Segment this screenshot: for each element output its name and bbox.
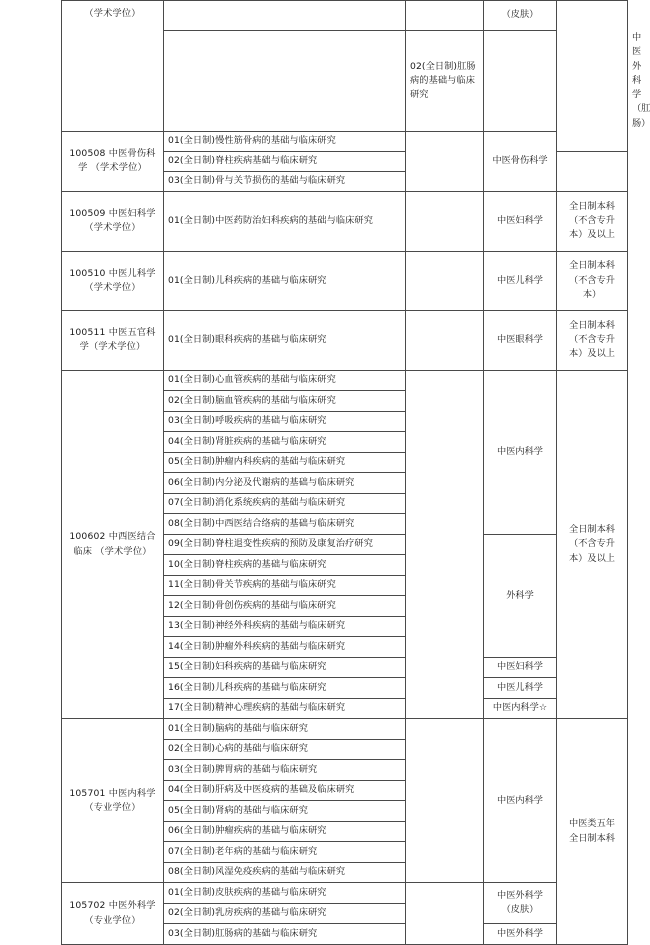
research-direction-cell	[164, 739, 406, 760]
program-name-line: （学术学位）	[84, 222, 141, 234]
research-direction-text: 05(全日制)肾病的基础与临床研究	[168, 804, 308, 816]
requirement-line: （不含专升	[569, 215, 615, 227]
admissions-table	[61, 0, 650, 945]
exam-subject-cell	[484, 31, 557, 132]
discipline-cell	[484, 657, 557, 678]
research-direction-text: 03(全日制)脾胃病的基础与临床研究	[168, 763, 318, 775]
exam-subject-cell	[406, 191, 484, 251]
requirement-cell	[557, 191, 628, 251]
discipline-line: 外科学	[506, 589, 534, 601]
research-direction-cell	[164, 251, 406, 310]
research-direction-cell	[406, 31, 484, 132]
requirement-line: 本）及以上	[569, 229, 615, 241]
research-direction-text: 02(全日制)心病的基础与临床研究	[168, 743, 308, 755]
research-direction-text: 01(全日制)慢性筋骨病的基础与临床研究	[168, 135, 336, 147]
research-direction-cell	[164, 514, 406, 535]
research-direction-cell	[164, 924, 406, 945]
requirement-line: （不含专升	[569, 334, 615, 346]
requirement-line: （不含专升	[569, 274, 615, 286]
research-direction-cell	[164, 903, 406, 924]
table-row	[62, 719, 628, 740]
research-direction-cell	[164, 657, 406, 678]
program-name-cell	[62, 191, 164, 251]
research-direction-cell	[164, 616, 406, 637]
research-direction-cell	[164, 780, 406, 801]
program-name-cell	[62, 131, 164, 191]
requirement-line: 本）	[582, 288, 602, 300]
requirement-cell	[557, 310, 628, 370]
research-direction-text: 04(全日制)肝病及中医疫病的基础及临床研究	[168, 784, 355, 796]
table-row	[62, 1, 628, 31]
table-row	[62, 131, 628, 151]
discipline-line: （皮肤）	[501, 904, 539, 916]
discipline-line: 中医内科学	[497, 794, 543, 806]
research-direction-cell	[164, 821, 406, 842]
research-direction-text: 13(全日制)神经外科疾病的基础与临床研究	[168, 620, 346, 632]
requirement-line: 中医类五年	[569, 818, 615, 830]
research-direction-cell	[164, 151, 406, 171]
program-name-cell	[62, 719, 164, 883]
research-direction-cell	[164, 555, 406, 576]
research-direction-text: 01(全日制)眼科疾病的基础与临床研究	[168, 334, 327, 346]
program-name-cell	[62, 883, 164, 945]
research-direction-text: 01(全日制)皮肤疾病的基础与临床研究	[168, 886, 327, 898]
research-direction-text: 01(全日制)儿科疾病的基础与临床研究	[168, 274, 327, 286]
research-direction-cell	[164, 637, 406, 658]
research-direction-text: 07(全日制)老年病的基础与临床研究	[168, 845, 318, 857]
research-direction-cell	[164, 131, 406, 151]
table-row	[62, 310, 628, 370]
discipline-cell	[484, 719, 557, 883]
program-name-line: 100509 中医妇科学	[69, 208, 156, 219]
discipline-cell	[484, 678, 557, 699]
research-direction-text: 17(全日制)精神心理疾病的基础与临床研究	[168, 702, 346, 714]
discipline-cell	[484, 1, 557, 31]
program-name-cell	[62, 370, 164, 719]
research-direction-text: 14(全日制)肿瘤外科疾病的基础与临床研究	[168, 640, 346, 652]
discipline-cell	[484, 251, 557, 310]
research-direction-text: 11(全日制)骨关节疾病的基础与临床研究	[168, 579, 336, 591]
research-direction-text: 04(全日制)肾脏疾病的基础与临床研究	[168, 435, 327, 447]
discipline-cell	[484, 191, 557, 251]
program-name-line: 临床 （学术学位）	[73, 545, 152, 557]
research-direction-cell	[164, 411, 406, 432]
program-name-line: （学术学位）	[84, 8, 141, 19]
research-direction-cell	[164, 801, 406, 822]
research-direction-text: 02(全日制)乳房疾病的基础与临床研究	[168, 907, 327, 919]
research-direction-text: 06(全日制)内分泌及代谢病的基础与临床研究	[168, 476, 355, 488]
exam-subject-cell	[406, 131, 484, 191]
research-direction-cell	[164, 432, 406, 453]
program-name-line: 100511 中医五官科	[69, 327, 156, 338]
research-direction-cell	[164, 842, 406, 863]
table-row	[62, 191, 628, 251]
research-direction-cell	[164, 719, 406, 740]
discipline-cell	[484, 310, 557, 370]
exam-subject-cell	[406, 310, 484, 370]
research-direction-cell	[164, 473, 406, 494]
program-name-line: （学术学位）	[84, 281, 141, 293]
program-name-line: （专业学位）	[84, 914, 141, 926]
program-name-cell	[164, 31, 406, 132]
research-direction-cell	[164, 191, 406, 251]
research-direction-cell	[164, 310, 406, 370]
requirement-line: 全日制本科	[569, 260, 615, 272]
discipline-cell	[484, 131, 557, 191]
discipline-line: 中医外科学	[497, 890, 543, 901]
table-row	[62, 370, 628, 391]
table-row	[62, 251, 628, 310]
research-direction-text: 09(全日制)脊柱退变性疾病的预防及康复治疗研究	[168, 538, 374, 550]
program-name-cell	[62, 251, 164, 310]
discipline-cell	[484, 534, 557, 657]
program-name-line: 100508 中医骨伤科	[69, 148, 156, 159]
exam-subject-cell	[406, 719, 484, 883]
research-direction-text: 03(全日制)肛肠病的基础与临床研究	[168, 927, 318, 939]
requirement-cell	[557, 1, 628, 152]
requirement-line: 全日制本科	[569, 319, 615, 331]
program-name-line: 学 （学术学位）	[78, 162, 147, 174]
exam-subject-cell	[406, 883, 484, 945]
discipline-line: 中医内科学	[497, 446, 543, 458]
requirement-cell	[557, 251, 628, 310]
research-direction-cell	[164, 534, 406, 555]
research-direction-cell	[164, 452, 406, 473]
discipline-line: 中医骨伤科学	[492, 155, 548, 167]
research-direction-text: 03(全日制)呼吸疾病的基础与临床研究	[168, 415, 327, 427]
research-direction-cell	[164, 862, 406, 883]
program-name-line: 学（学术学位）	[79, 341, 146, 353]
requirement-line: 全日制本科	[569, 524, 615, 536]
requirement-line: 全日制本科	[569, 832, 615, 844]
discipline-cell	[484, 698, 557, 719]
discipline-line: 中医内科学☆	[492, 702, 548, 714]
program-name-line: （专业学位）	[84, 801, 141, 813]
discipline-line: 中医妇科学	[497, 661, 543, 673]
program-name-line: 100602 中西医结合	[69, 531, 156, 543]
requirement-line: 全日制本科	[569, 200, 615, 212]
research-direction-text: 02(全日制)脑血管疾病的基础与临床研究	[168, 394, 336, 406]
requirement-line: （不含专升	[569, 538, 615, 550]
table-row: 02(全日制)肛肠病的基础与临床研究 中医外科学 （肛肠）	[62, 31, 628, 132]
program-name-line: 105701 中医内科学	[69, 787, 156, 799]
exam-subject-cell	[406, 251, 484, 310]
research-direction-text: 03(全日制)骨与关节损伤的基础与临床研究	[168, 175, 346, 187]
discipline-cell	[484, 883, 557, 924]
research-direction-cell	[164, 171, 406, 191]
research-direction-text: 07(全日制)消化系统疾病的基础与临床研究	[168, 497, 346, 509]
research-direction-text: 06(全日制)肿瘤疾病的基础与临床研究	[168, 825, 327, 837]
research-direction-cell	[164, 370, 406, 391]
table-row	[62, 883, 628, 904]
program-name-line: 100510 中医儿科学	[69, 267, 156, 279]
research-direction-cell	[164, 391, 406, 412]
discipline-cell	[484, 924, 557, 945]
requirement-line: 本）及以上	[569, 552, 615, 564]
discipline-line: 中医儿科学	[497, 274, 543, 286]
research-direction-text: 10(全日制)脊柱疾病的基础与临床研究	[168, 558, 327, 570]
research-direction-text: 02(全日制)脊柱疾病基础与临床研究	[168, 155, 318, 167]
research-direction-cell	[164, 1, 406, 31]
research-direction-text: 01(全日制)心血管疾病的基础与临床研究	[168, 374, 336, 386]
discipline-line: 中医妇科学	[497, 215, 543, 227]
exam-subject-cell	[406, 1, 484, 31]
research-direction-text: 08(全日制)风湿免疫疾病的基础与临床研究	[168, 866, 346, 878]
discipline-line: 中医眼科学	[497, 334, 543, 346]
requirement-cell	[557, 370, 628, 719]
discipline-line: 中医儿科学	[497, 681, 543, 693]
research-direction-cell	[164, 760, 406, 781]
discipline-line: （皮肤）	[501, 9, 539, 21]
discipline-cell	[484, 370, 557, 534]
exam-subject-cell	[406, 370, 484, 719]
discipline-line: 中医外科学	[497, 927, 543, 939]
research-direction-text: 01(全日制)脑病的基础与临床研究	[168, 722, 308, 734]
research-direction-cell	[164, 698, 406, 719]
program-name-line: 105702 中医外科学	[69, 900, 156, 912]
program-name-cell	[62, 1, 164, 132]
research-direction-text: 16(全日制)儿科疾病的基础与临床研究	[168, 681, 327, 693]
research-direction-text: 02(全日制)肛肠病的基础与临床研究	[410, 60, 476, 100]
research-direction-text: 15(全日制)妇科疾病的基础与临床研究	[168, 661, 327, 673]
research-direction-text: 12(全日制)骨创伤疾病的基础与临床研究	[168, 599, 336, 611]
table-body	[62, 1, 650, 945]
research-direction-cell	[164, 575, 406, 596]
research-direction-text: 08(全日制)中西医结合络病的基础与临床研究	[168, 517, 355, 529]
program-name-cell	[62, 310, 164, 370]
research-direction-text: 05(全日制)肿瘤内科疾病的基础与临床研究	[168, 456, 346, 468]
research-direction-cell	[164, 883, 406, 904]
research-direction-text: 01(全日制)中医药防治妇科疾病的基础与临床研究	[168, 215, 374, 227]
research-direction-cell	[164, 678, 406, 699]
requirement-line: 本）及以上	[569, 348, 615, 360]
requirement-cell	[557, 719, 628, 945]
research-direction-cell	[164, 493, 406, 514]
research-direction-cell	[164, 596, 406, 617]
